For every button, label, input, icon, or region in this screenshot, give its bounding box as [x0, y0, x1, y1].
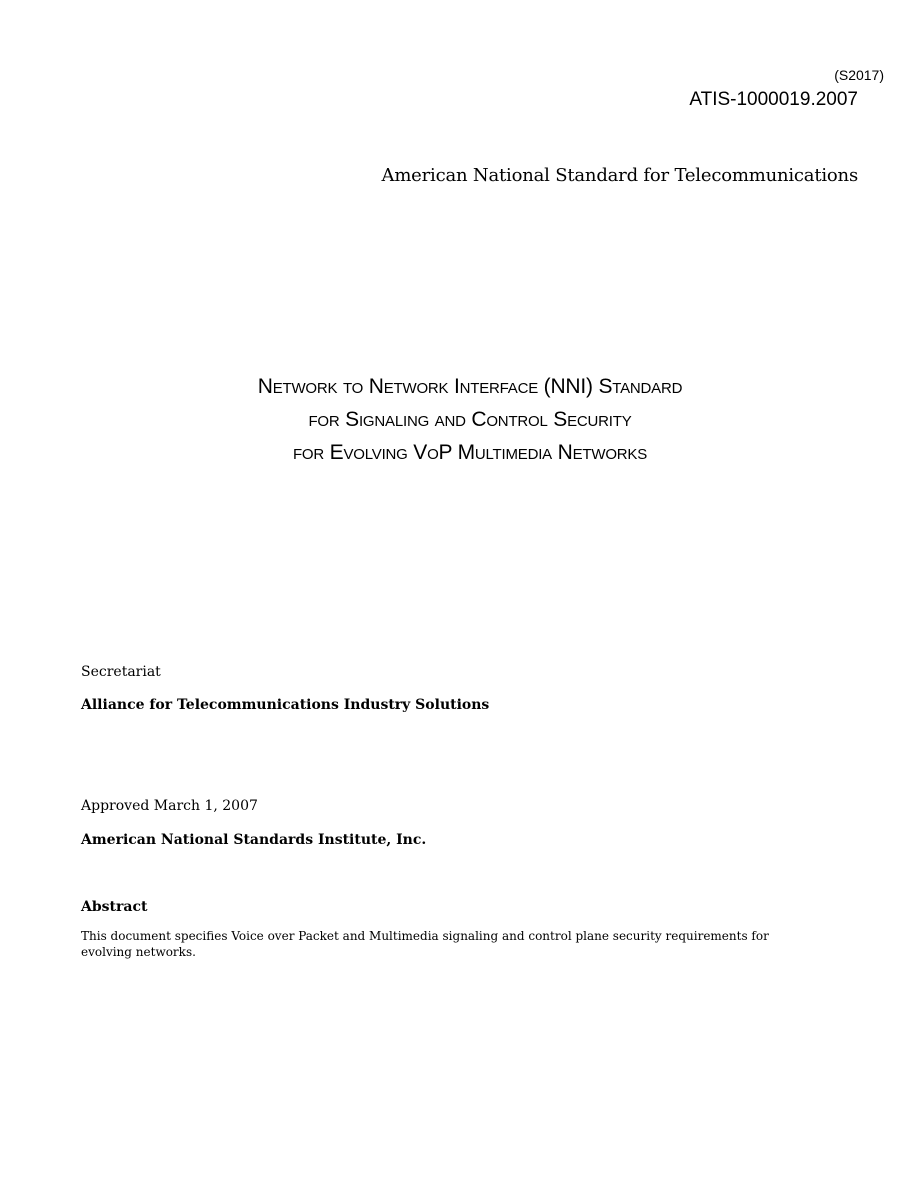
abstract-text: This document specifies Voice over Packet and Multimedia signaling and control plane security requirements for evolving networks. [81, 929, 769, 959]
standard-type: American National Standard for Telecommunications [381, 165, 858, 186]
title-line-3: for Evolving VoP Multimedia Networks [292, 441, 648, 464]
approving-body: American National Standards Institute, Inc. [81, 832, 427, 848]
abstract-heading: Abstract [81, 899, 148, 915]
title-line-1: Network to Network Interface (NNI) Standard [257, 375, 683, 398]
approval-date: Approved March 1, 2007 [81, 798, 258, 814]
document-designation: ATIS-1000019.2007 [689, 89, 858, 110]
secretariat-name: Alliance for Telecommunications Industry Solutions [81, 697, 490, 713]
reaffirmation-code: (S2017) [834, 67, 884, 83]
title-line-2: for Signaling and Control Security [308, 408, 632, 431]
document-title [0, 370, 918, 469]
secretariat-label: Secretariat [81, 664, 161, 680]
